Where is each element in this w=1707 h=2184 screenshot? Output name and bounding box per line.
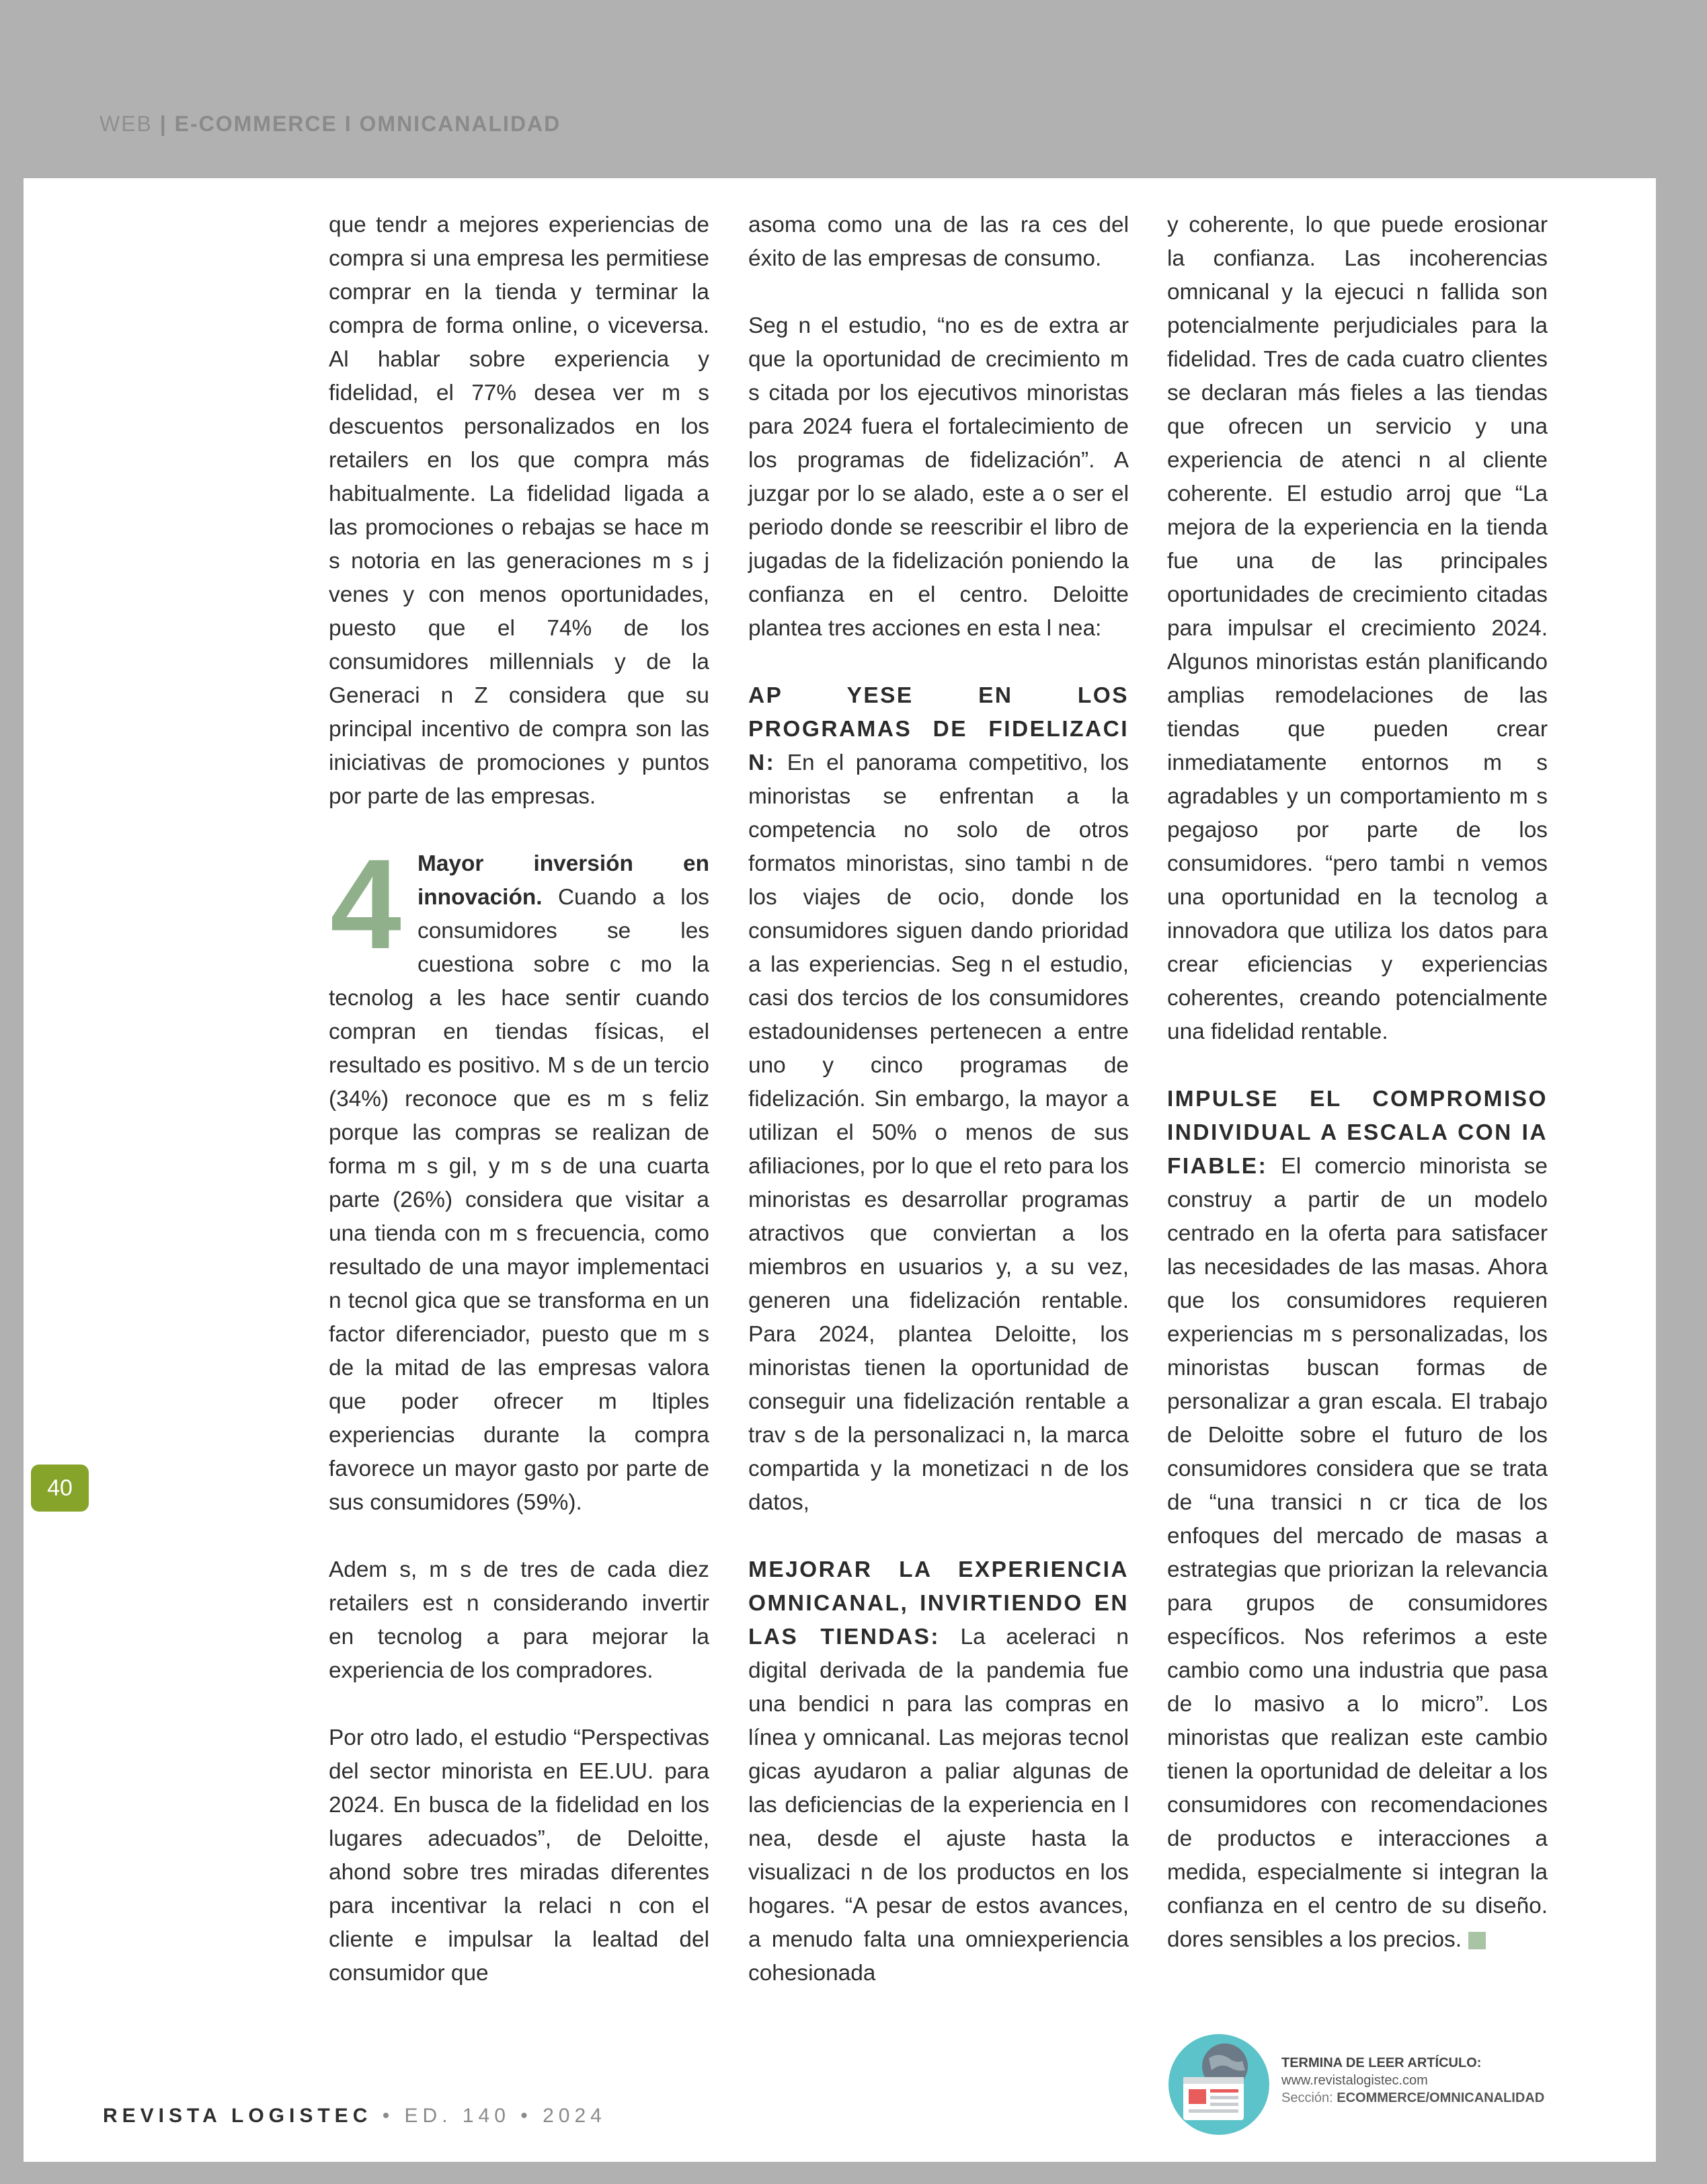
end-of-article-mark (1468, 1932, 1486, 1949)
paragraph: Seg n el estudio, “no es de extra ar que la oportunidad de crecimiento m s citada por los ejecutivos minoristas para 2024 fuera el fortalecimiento de los programas de fidelización”. A juzgar por lo se alado, este a o ser el periodo donde se reescribir el libro de jugadas de la fidelización poniendo la confianza en el centro. Deloitte plantea tres acciones en esta l nea: (748, 313, 1129, 641)
web-article-globe-icon[interactable] (1168, 2034, 1269, 2135)
subheading-omnichannel: MEJORAR LA EXPERIENCIA OMNICANAL, INVIRTIENDO EN LAS TIENDAS: (748, 1557, 1129, 1649)
paragraph-body: La aceleraci n digital derivada de la pandemia fue una bendici n para las compras en línea y omnicanal. Las mejoras tecnol gicas ayudaron a paliar algunas de las deficiencias de la experiencia en l nea, desde el ajuste hasta la visualizaci n de los productos en los hogares. “A pesar de estos avances, a menudo falta una omniexperiencia cohesionada (748, 1625, 1129, 1986)
section-label-sep: | (152, 112, 175, 136)
paragraph-innovation (329, 833, 709, 1520)
dropcap-number: 4 (330, 833, 401, 976)
magazine-edition: • ED. 140 • 2024 (372, 2105, 606, 2127)
page-number: 40 (31, 1465, 89, 1512)
paragraph-lead: Mayor inversión en innovación. (418, 851, 709, 910)
read-more-title: TERMINA DE LEER ARTÍCULO: (1281, 2056, 1482, 2070)
read-more-block (1281, 2054, 1544, 2107)
paragraph: que tendr a mejores experiencias de compra si una empresa les permitiese comprar en la tienda y terminar la compra de forma online, o viceversa. Al hablar sobre experiencia y fidelidad, el 77% desea ver m s descuentos personalizados en los retailers en los que compra más habitualmente. La fidelidad ligada a las promociones o rebajas se hace m s notoria en las generaciones m s j venes y con menos oportunidades, puesto que el 74% de los consumidores millennials y de la Generaci n Z considera que su principal incentivo de compra son las iniciativas de promociones y puntos por parte de las empresas. (329, 212, 709, 809)
paragraph-body: El comercio minorista se construy a partir de un modelo centrado en la oferta para satisfacer las necesidades de las masas. Ahora que los consumidores requieren experiencias m s personalizadas, los minoristas buscan formas de personalizar a gran escala. El trabajo de Deloitte sobre el futuro de los consumidores considera que se trata de “una transici n cr tica de los enfoques del mercado de masas a estrategias que priorizan la relevancia para grupos de consumidores específicos. Nos referimos a este cambio como una industria que pasa de lo masivo a lo micro”. Los minoristas que realizan este cambio tienen la oportunidad de deleitar a los consumidores con recomendaciones de productos e interacciones a medida, especialmente si integran la confianza en el centro de su diseño. dores sensibles a los precios. (1167, 1154, 1548, 1952)
paragraph: asoma como una de las ra ces del éxito de las empresas de consumo. (748, 212, 1129, 271)
paragraph: y coherente, lo que puede erosionar la confianza. Las incoherencias omnicanal y la ejecuci n fallida son potencialmente perjudiciales para la fidelidad. Tres de cada cuatro clientes se declaran más fieles a las tiendas que ofrecen un servicio y una experiencia de atenci n al cliente coherente. El estudio arroj que “La mejora de la experiencia en la tienda fue una de las principales oportunidades de crecimiento citadas para impulsar el crecimiento 2024. Algunos minoristas están planificando amplias remodelaciones de las tiendas que pueden crear inmediatamente entornos m s agradables y un comportamiento m s pegajoso por parte de los consumidores. “pero tambi n vemos una oportunidad en la tecnolog a innovadora que utiliza los datos para crear eficiencias y experiencias coherentes, creando potencialmente una fidelidad rentable. (1167, 212, 1548, 1044)
paragraph: Por otro lado, el estudio “Perspectivas del sector minorista en EE.UU. para 2024. En busca de la fidelidad en los lugares adecuados”, de Deloitte, ahond sobre tres miradas diferentes para incentivar la relaci n con el cliente e impulsar la lealtad del consumidor que (329, 1725, 709, 1986)
subheading-loyalty: AP YESE EN LOS PROGRAMAS DE FIDELIZACI N: (748, 683, 1129, 775)
magazine-name: REVISTA LOGISTEC (103, 2105, 372, 2127)
read-more-section-name: ECOMMERCE/OMNICANALIDAD (1337, 2091, 1545, 2105)
footer-magazine (103, 2105, 606, 2128)
paragraph-body: Cuando a los consumidores se les cuestiona sobre c mo la tecnolog a les hace sentir cuando compran en tiendas físicas, el resultado es positivo. M s de un tercio (34%) reconoce que es m s feliz porque las compras se realizan de forma m s gil, y m s de una cuarta parte (26%) considera que visitar a una tienda con m s frecuencia, como resultado de una mayor implementaci n tecnol gica que se transforma en un factor diferenciador, puesto que m s de la mitad de las empresas valora que poder ofrecer m ltiples experiencias durante la compra favorece un mayor gasto por parte de sus consumidores (59%). (329, 885, 709, 1515)
paragraph: Adem s, m s de tres de cada diez retailers est n considerando invertir en tecnolog a para mejorar la experiencia de los compradores. (329, 1557, 709, 1683)
section-label-web: WEB (100, 112, 153, 136)
section-label-title: E-COMMERCE I OMNICANALIDAD (174, 112, 561, 136)
section-label (100, 112, 561, 136)
read-more-section (1281, 2089, 1544, 2107)
article-column-2 (748, 208, 1129, 2024)
article-page (24, 178, 1656, 2162)
paragraph-body: En el panorama competitivo, los minoristas se enfrentan a la competencia no solo de otros formatos minoristas, sino tambi n de los viajes de ocio, donde los consumidores siguen dando prioridad a las experiencias. Seg n el estudio, casi dos tercios de los consumidores estadounidenses pertenecen a entre uno y cinco programas de fidelización. Sin embargo, la mayor a utilizan el 50% o menos de sus afiliaciones, por lo que el reto para los minoristas es desarrollar programas atractivos que conviertan a los miembros en usuarios y, a su vez, generen una fidelización rentable. Para 2024, plantea Deloitte, los minoristas tienen la oportunidad de conseguir una fidelización rentable a trav s de la personalizaci n, la marca compartida y la monetizaci n de los datos, (748, 750, 1129, 1515)
read-more-url[interactable]: www.revistalogistec.com (1281, 2073, 1428, 2088)
article-column-1 (329, 208, 709, 1990)
read-more-section-label: Sección: (1281, 2091, 1337, 2105)
subheading-ai: IMPULSE EL COMPROMISO INDIVIDUAL A ESCALA CON IA FIABLE: (1167, 1087, 1548, 1179)
article-column-3 (1167, 208, 1548, 1990)
